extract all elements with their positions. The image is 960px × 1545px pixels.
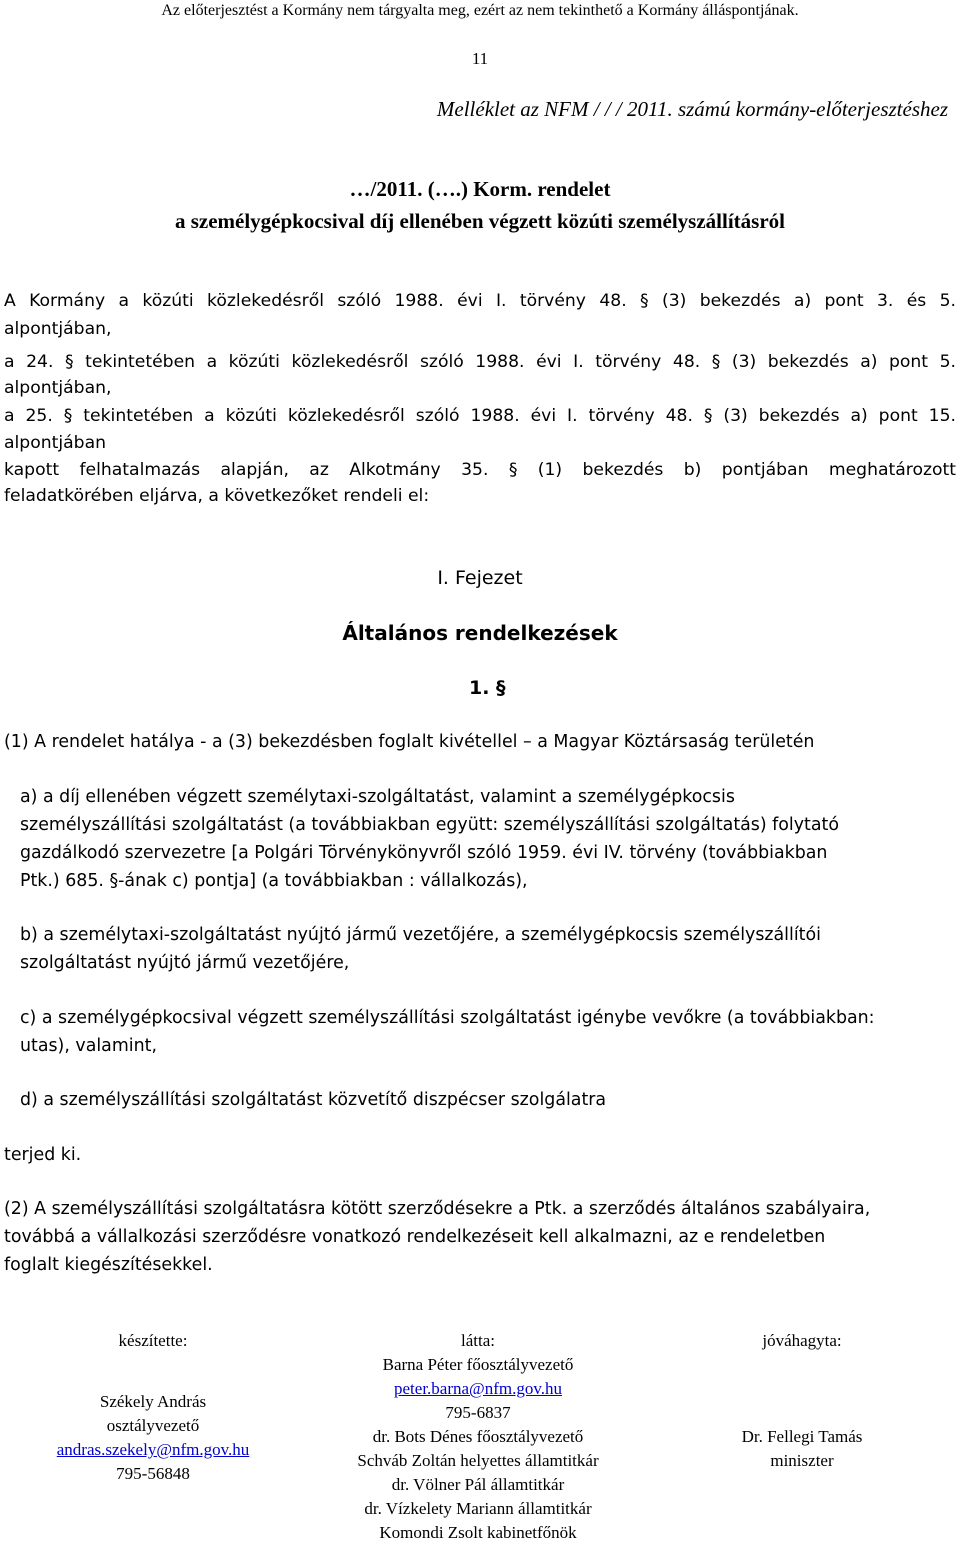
signature-seen-label: látta: [461, 1331, 495, 1350]
signature-approved-name: Dr. Fellegi Tamás [741, 1427, 863, 1446]
decree-title-line2: a személygépkocsival díj ellenében végzett közúti személyszállításról [174, 209, 786, 233]
item-a-line: Ptk.) 685. §-ának c) pontja] (a továbbiakban : vállalkozás), [20, 871, 528, 891]
item-a-line: gazdálkodó szervezetre [a Polgári Törvénykönyvről szóló 1959. évi IV. törvény (továbbiakban [20, 843, 828, 863]
item-a-line: a) a díj ellenében végzett személytaxi-szolgáltatást, valamint a személygépkocsis [20, 787, 735, 807]
section-paragraph-2-line: foglalt kiegészítésekkel. [4, 1255, 213, 1275]
signature-seen-line: Komondi Zsolt kabinetfőnök [379, 1523, 577, 1542]
signature-seen-line: dr. Völner Pál államtitkár [391, 1475, 565, 1494]
signature-seen-line: dr. Vízkelety Mariann államtitkár [364, 1499, 592, 1518]
signature-seen-line: dr. Bots Dénes főosztályvezető [372, 1427, 584, 1446]
preamble-line: alpontjában [4, 433, 107, 453]
item-c-line: utas), valamint, [20, 1036, 157, 1056]
section-paragraph-2-line: továbbá a vállalkozási szerződésre vonatkozó rendelkezéseit kell alkalmazni, az e rendeletben [4, 1227, 826, 1247]
item-c-line: c) a személygépkocsival végzett személyszállítási szolgáltatást igénybe vevőkre (a továbbiakban: [20, 1008, 875, 1028]
preamble-line: A Kormány a közúti közlekedésről szóló 1988. évi I. törvény 48. § (3) bekezdés a) pont 3. és 5. [4, 291, 956, 311]
section-number: 1. § [469, 677, 506, 699]
signature-prepared-email[interactable]: andras.szekely@nfm.gov.hu [56, 1440, 250, 1459]
signature-seen [318, 1329, 638, 1545]
section-paragraph-2-line: (2) A személyszállítási szolgáltatásra kötött szerződésekre a Ptk. a szerződés általános szabályaira, [4, 1199, 871, 1219]
annex-title: Melléklet az NFM / / / 2011. számú kormány-előterjesztéshez [436, 97, 948, 121]
item-a-line: személyszállítási szolgáltatást (a továbbiakban együtt: személyszállítási szolgáltatás) folytató [20, 815, 839, 835]
preamble-line: a 24. § tekintetében a közúti közlekedésről szóló 1988. évi I. törvény 48. § (3) bekezdés a) pont 5. [4, 352, 956, 372]
signature-approved [700, 1329, 904, 1473]
item-b-line: b) a személytaxi-szolgáltatást nyújtó jármű vezetőjére, a személygépkocsis személyszállítói [20, 925, 821, 945]
preamble-line: alpontjában, [4, 378, 112, 398]
preamble-line: kapott felhatalmazás alapján, az Alkotmány 35. § (1) bekezdés b) pontjában meghatározott [4, 460, 956, 480]
preamble-line: alpontjában, [4, 319, 112, 339]
signature-seen-phone: 795-6837 [445, 1403, 511, 1422]
signature-approved-label: jóváhagyta: [762, 1331, 842, 1350]
item-d-line: d) a személyszállítási szolgáltatást közvetítő diszpécser szolgálatra [20, 1090, 607, 1110]
chapter-title: Általános rendelkezések [342, 621, 618, 645]
page-number: 11 [471, 49, 489, 68]
signature-seen-line: Schváb Zoltán helyettes államtitkár [357, 1451, 599, 1470]
item-b-line: szolgáltatást nyújtó jármű vezetőjére, [20, 953, 350, 973]
decree-title-line1: …/2011. (….) Korm. rendelet [349, 177, 611, 201]
signature-prepared-phone: 795-56848 [116, 1464, 190, 1483]
signature-seen-line: Barna Péter főosztályvezető [382, 1355, 574, 1374]
section-closing: terjed ki. [4, 1145, 82, 1165]
signature-seen-email[interactable]: peter.barna@nfm.gov.hu [394, 1379, 562, 1398]
signature-prepared [53, 1329, 253, 1486]
signature-prepared-role: osztályvezető [106, 1416, 200, 1435]
signature-prepared-label: készítette: [118, 1331, 188, 1350]
preamble-line: a 25. § tekintetében a közúti közlekedésről szóló 1988. évi I. törvény 48. § (3) bekezdés a) pont 15. [4, 406, 956, 426]
signature-prepared-name: Székely András [99, 1392, 207, 1411]
signature-approved-role: miniszter [770, 1451, 834, 1470]
chapter-number: I. Fejezet [437, 567, 523, 589]
header-notice: Az előterjesztést a Kormány nem tárgyalta meg, ezért az nem tekinthető a Kormány álláspontjának. [161, 2, 799, 19]
section-paragraph-1: (1) A rendelet hatálya - a (3) bekezdésben foglalt kivétellel – a Magyar Köztársaság területén [4, 732, 815, 752]
preamble-line: feladatkörében eljárva, a következőket rendeli el: [4, 486, 430, 506]
